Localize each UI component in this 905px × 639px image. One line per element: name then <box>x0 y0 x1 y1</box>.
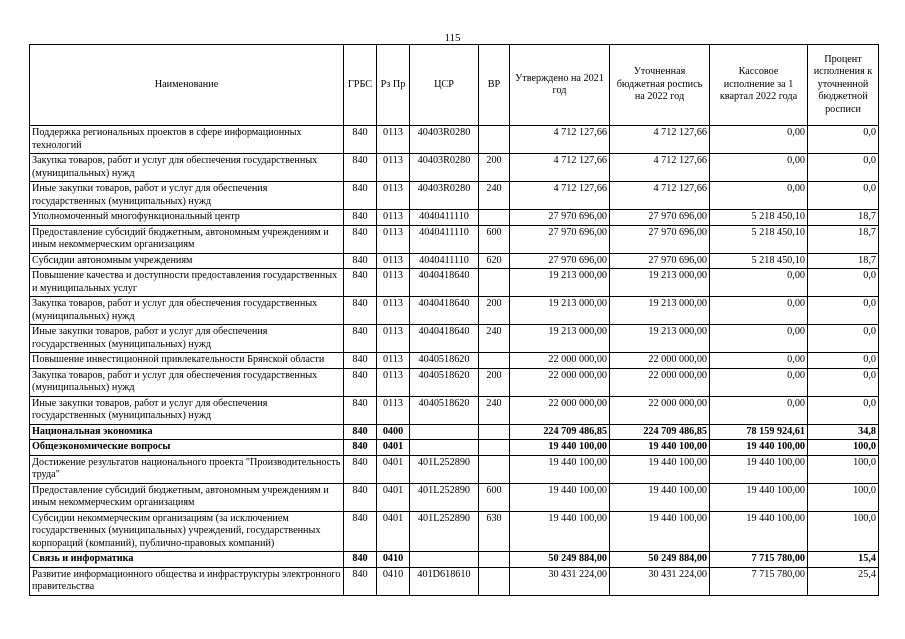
cell-refined: 19 440 100,00 <box>610 455 710 483</box>
cell-grbs: 840 <box>344 455 377 483</box>
cell-vr: 200 <box>479 297 510 325</box>
cell-csr: 401D618610 <box>410 567 479 595</box>
cell-csr: 401L252890 <box>410 483 479 511</box>
cell-vr: 620 <box>479 253 510 269</box>
cell-vr <box>479 455 510 483</box>
cell-rzpr: 0113 <box>377 396 410 424</box>
cell-approved: 22 000 000,00 <box>510 353 610 369</box>
header-name: Наименование <box>30 45 344 126</box>
cell-vr: 200 <box>479 368 510 396</box>
cell-rzpr: 0113 <box>377 225 410 253</box>
cell-csr: 4040411110 <box>410 253 479 269</box>
cell-grbs: 840 <box>344 253 377 269</box>
cell-cash: 19 440 100,00 <box>710 483 808 511</box>
cell-rzpr: 0401 <box>377 440 410 456</box>
cell-rzpr: 0113 <box>377 353 410 369</box>
cell-refined: 27 970 696,00 <box>610 253 710 269</box>
cell-cash: 0,00 <box>710 269 808 297</box>
cell-refined: 19 213 000,00 <box>610 297 710 325</box>
cell-percent: 0,0 <box>808 353 879 369</box>
cell-vr <box>479 567 510 595</box>
cell-csr: 4040411110 <box>410 210 479 226</box>
cell-vr <box>479 552 510 568</box>
cell-cash: 7 715 780,00 <box>710 567 808 595</box>
cell-name: Достижение результатов национального проекта "Производительность труда" <box>30 455 344 483</box>
cell-grbs: 840 <box>344 297 377 325</box>
cell-vr: 240 <box>479 325 510 353</box>
cell-percent: 100,0 <box>808 455 879 483</box>
cell-percent: 0,0 <box>808 154 879 182</box>
cell-grbs: 840 <box>344 126 377 154</box>
cell-refined: 19 440 100,00 <box>610 483 710 511</box>
cell-vr: 200 <box>479 154 510 182</box>
cell-rzpr: 0113 <box>377 368 410 396</box>
cell-name: Иные закупки товаров, работ и услуг для обеспечения государственных (муниципальных) нужд <box>30 182 344 210</box>
cell-vr: 600 <box>479 225 510 253</box>
table-row <box>30 182 879 210</box>
cell-approved: 27 970 696,00 <box>510 253 610 269</box>
cell-cash: 0,00 <box>710 396 808 424</box>
cell-vr <box>479 126 510 154</box>
cell-approved: 19 440 100,00 <box>510 483 610 511</box>
cell-name: Развитие информационного общества и инфраструктуры электронного правительства <box>30 567 344 595</box>
cell-refined: 19 213 000,00 <box>610 325 710 353</box>
cell-grbs: 840 <box>344 440 377 456</box>
cell-approved: 19 213 000,00 <box>510 325 610 353</box>
cell-rzpr: 0113 <box>377 210 410 226</box>
cell-rzpr: 0410 <box>377 552 410 568</box>
cell-approved: 19 213 000,00 <box>510 297 610 325</box>
cell-approved: 4 712 127,66 <box>510 182 610 210</box>
cell-approved: 19 440 100,00 <box>510 455 610 483</box>
header-percent: Процент исполнения к уточненной бюджетной росписи <box>808 45 879 126</box>
cell-name: Национальная экономика <box>30 424 344 440</box>
cell-csr: 40403R0280 <box>410 126 479 154</box>
cell-refined: 4 712 127,66 <box>610 182 710 210</box>
table-row <box>30 511 879 552</box>
cell-cash: 0,00 <box>710 154 808 182</box>
cell-name: Связь и информатика <box>30 552 344 568</box>
cell-cash: 19 440 100,00 <box>710 511 808 552</box>
cell-refined: 4 712 127,66 <box>610 154 710 182</box>
cell-percent: 15,4 <box>808 552 879 568</box>
table-row <box>30 353 879 369</box>
cell-approved: 30 431 224,00 <box>510 567 610 595</box>
cell-rzpr: 0113 <box>377 182 410 210</box>
cell-rzpr: 0113 <box>377 126 410 154</box>
cell-percent: 25,4 <box>808 567 879 595</box>
cell-name: Предоставление субсидий бюджетным, автономным учреждениям и иным некоммерческим организациям <box>30 483 344 511</box>
table-row <box>30 325 879 353</box>
cell-grbs: 840 <box>344 396 377 424</box>
cell-refined: 19 213 000,00 <box>610 269 710 297</box>
cell-rzpr: 0113 <box>377 154 410 182</box>
cell-percent: 18,7 <box>808 225 879 253</box>
cell-csr <box>410 552 479 568</box>
cell-name: Субсидии автономным учреждениям <box>30 253 344 269</box>
page-number: 115 <box>444 32 461 44</box>
cell-csr: 401L252890 <box>410 511 479 552</box>
cell-percent: 100,0 <box>808 440 879 456</box>
cell-grbs: 840 <box>344 368 377 396</box>
cell-approved: 27 970 696,00 <box>510 225 610 253</box>
cell-grbs: 840 <box>344 483 377 511</box>
cell-cash: 0,00 <box>710 297 808 325</box>
cell-rzpr: 0400 <box>377 424 410 440</box>
cell-approved: 224 709 486,85 <box>510 424 610 440</box>
cell-refined: 50 249 884,00 <box>610 552 710 568</box>
cell-csr: 401L252890 <box>410 455 479 483</box>
cell-cash: 0,00 <box>710 325 808 353</box>
cell-refined: 22 000 000,00 <box>610 396 710 424</box>
cell-cash: 19 440 100,00 <box>710 440 808 456</box>
cell-grbs: 840 <box>344 210 377 226</box>
header-grbs: ГРБС <box>344 45 377 126</box>
cell-percent: 18,7 <box>808 210 879 226</box>
cell-percent: 18,7 <box>808 253 879 269</box>
cell-refined: 22 000 000,00 <box>610 353 710 369</box>
table-row <box>30 225 879 253</box>
table-row <box>30 154 879 182</box>
cell-refined: 224 709 486,85 <box>610 424 710 440</box>
cell-rzpr: 0113 <box>377 253 410 269</box>
header-rzpr: Рз Пр <box>377 45 410 126</box>
cell-csr: 4040518620 <box>410 353 479 369</box>
cell-approved: 22 000 000,00 <box>510 368 610 396</box>
table-row <box>30 440 879 456</box>
cell-approved: 19 213 000,00 <box>510 269 610 297</box>
cell-percent: 0,0 <box>808 126 879 154</box>
table-header-row <box>30 45 879 126</box>
budget-execution-table <box>29 44 879 596</box>
cell-name: Субсидии некоммерческим организациям (за исключением государственных (муниципальных) учреждений, государственных корпораций (компаний), публично-правовых компаний) <box>30 511 344 552</box>
table-row <box>30 269 879 297</box>
cell-percent: 0,0 <box>808 269 879 297</box>
cell-refined: 4 712 127,66 <box>610 126 710 154</box>
cell-csr: 40403R0280 <box>410 154 479 182</box>
cell-rzpr: 0401 <box>377 511 410 552</box>
header-approved: Утверждено на 2021 год <box>510 45 610 126</box>
header-cash: Кассовое исполнение за 1 квартал 2022 года <box>710 45 808 126</box>
cell-cash: 5 218 450,10 <box>710 253 808 269</box>
cell-vr <box>479 353 510 369</box>
cell-cash: 0,00 <box>710 353 808 369</box>
cell-approved: 4 712 127,66 <box>510 154 610 182</box>
cell-csr: 4040418640 <box>410 297 479 325</box>
header-csr: ЦСР <box>410 45 479 126</box>
cell-rzpr: 0401 <box>377 483 410 511</box>
cell-grbs: 840 <box>344 325 377 353</box>
cell-csr: 4040411110 <box>410 225 479 253</box>
cell-percent: 0,0 <box>808 297 879 325</box>
cell-percent: 34,8 <box>808 424 879 440</box>
cell-percent: 0,0 <box>808 182 879 210</box>
cell-cash: 5 218 450,10 <box>710 210 808 226</box>
table-row <box>30 552 879 568</box>
cell-name: Повышение качества и доступности предоставления государственных и муниципальных услуг <box>30 269 344 297</box>
cell-refined: 27 970 696,00 <box>610 225 710 253</box>
cell-grbs: 840 <box>344 552 377 568</box>
cell-csr: 40403R0280 <box>410 182 479 210</box>
cell-name: Уполномоченный многофункциональный центр <box>30 210 344 226</box>
cell-approved: 22 000 000,00 <box>510 396 610 424</box>
cell-cash: 0,00 <box>710 182 808 210</box>
cell-csr: 4040418640 <box>410 325 479 353</box>
cell-approved: 50 249 884,00 <box>510 552 610 568</box>
cell-name: Поддержка региональных проектов в сфере информационных технологий <box>30 126 344 154</box>
table-row <box>30 483 879 511</box>
cell-csr <box>410 424 479 440</box>
cell-vr <box>479 210 510 226</box>
cell-vr <box>479 269 510 297</box>
cell-vr <box>479 440 510 456</box>
cell-cash: 19 440 100,00 <box>710 455 808 483</box>
cell-vr: 240 <box>479 182 510 210</box>
cell-rzpr: 0113 <box>377 269 410 297</box>
cell-grbs: 840 <box>344 511 377 552</box>
cell-rzpr: 0113 <box>377 325 410 353</box>
cell-grbs: 840 <box>344 567 377 595</box>
table-row <box>30 567 879 595</box>
cell-csr: 4040518620 <box>410 396 479 424</box>
cell-vr: 600 <box>479 483 510 511</box>
cell-cash: 0,00 <box>710 126 808 154</box>
cell-name: Общеэкономические вопросы <box>30 440 344 456</box>
cell-grbs: 840 <box>344 269 377 297</box>
cell-percent: 0,0 <box>808 368 879 396</box>
cell-grbs: 840 <box>344 353 377 369</box>
cell-cash: 0,00 <box>710 368 808 396</box>
cell-name: Закупка товаров, работ и услуг для обеспечения государственных (муниципальных) нужд <box>30 368 344 396</box>
cell-grbs: 840 <box>344 225 377 253</box>
cell-percent: 0,0 <box>808 325 879 353</box>
header-vr: ВР <box>479 45 510 126</box>
cell-percent: 100,0 <box>808 483 879 511</box>
cell-csr <box>410 440 479 456</box>
cell-approved: 19 440 100,00 <box>510 440 610 456</box>
cell-grbs: 840 <box>344 154 377 182</box>
cell-cash: 7 715 780,00 <box>710 552 808 568</box>
cell-name: Предоставление субсидий бюджетным, автономным учреждениям и иным некоммерческим организациям <box>30 225 344 253</box>
cell-name: Иные закупки товаров, работ и услуг для обеспечения государственных (муниципальных) нужд <box>30 325 344 353</box>
cell-rzpr: 0410 <box>377 567 410 595</box>
table-row <box>30 210 879 226</box>
cell-name: Закупка товаров, работ и услуг для обеспечения государственных (муниципальных) нужд <box>30 154 344 182</box>
table-row <box>30 368 879 396</box>
table-row <box>30 396 879 424</box>
cell-refined: 27 970 696,00 <box>610 210 710 226</box>
table-row <box>30 424 879 440</box>
cell-name: Иные закупки товаров, работ и услуг для обеспечения государственных (муниципальных) нужд <box>30 396 344 424</box>
cell-csr: 4040518620 <box>410 368 479 396</box>
cell-rzpr: 0401 <box>377 455 410 483</box>
table-row <box>30 126 879 154</box>
cell-vr <box>479 424 510 440</box>
cell-refined: 22 000 000,00 <box>610 368 710 396</box>
cell-vr: 240 <box>479 396 510 424</box>
cell-vr: 630 <box>479 511 510 552</box>
cell-approved: 27 970 696,00 <box>510 210 610 226</box>
cell-name: Повышение инвестиционной привлекательности Брянской области <box>30 353 344 369</box>
table-row <box>30 253 879 269</box>
cell-csr: 4040418640 <box>410 269 479 297</box>
cell-approved: 4 712 127,66 <box>510 126 610 154</box>
cell-approved: 19 440 100,00 <box>510 511 610 552</box>
cell-grbs: 840 <box>344 424 377 440</box>
table-row <box>30 297 879 325</box>
cell-grbs: 840 <box>344 182 377 210</box>
cell-cash: 78 159 924,61 <box>710 424 808 440</box>
cell-cash: 5 218 450,10 <box>710 225 808 253</box>
header-refined: Уточненная бюджетная роспись на 2022 год <box>610 45 710 126</box>
table-row <box>30 455 879 483</box>
cell-refined: 19 440 100,00 <box>610 440 710 456</box>
cell-name: Закупка товаров, работ и услуг для обеспечения государственных (муниципальных) нужд <box>30 297 344 325</box>
cell-refined: 30 431 224,00 <box>610 567 710 595</box>
cell-rzpr: 0113 <box>377 297 410 325</box>
cell-percent: 0,0 <box>808 396 879 424</box>
cell-percent: 100,0 <box>808 511 879 552</box>
cell-refined: 19 440 100,00 <box>610 511 710 552</box>
